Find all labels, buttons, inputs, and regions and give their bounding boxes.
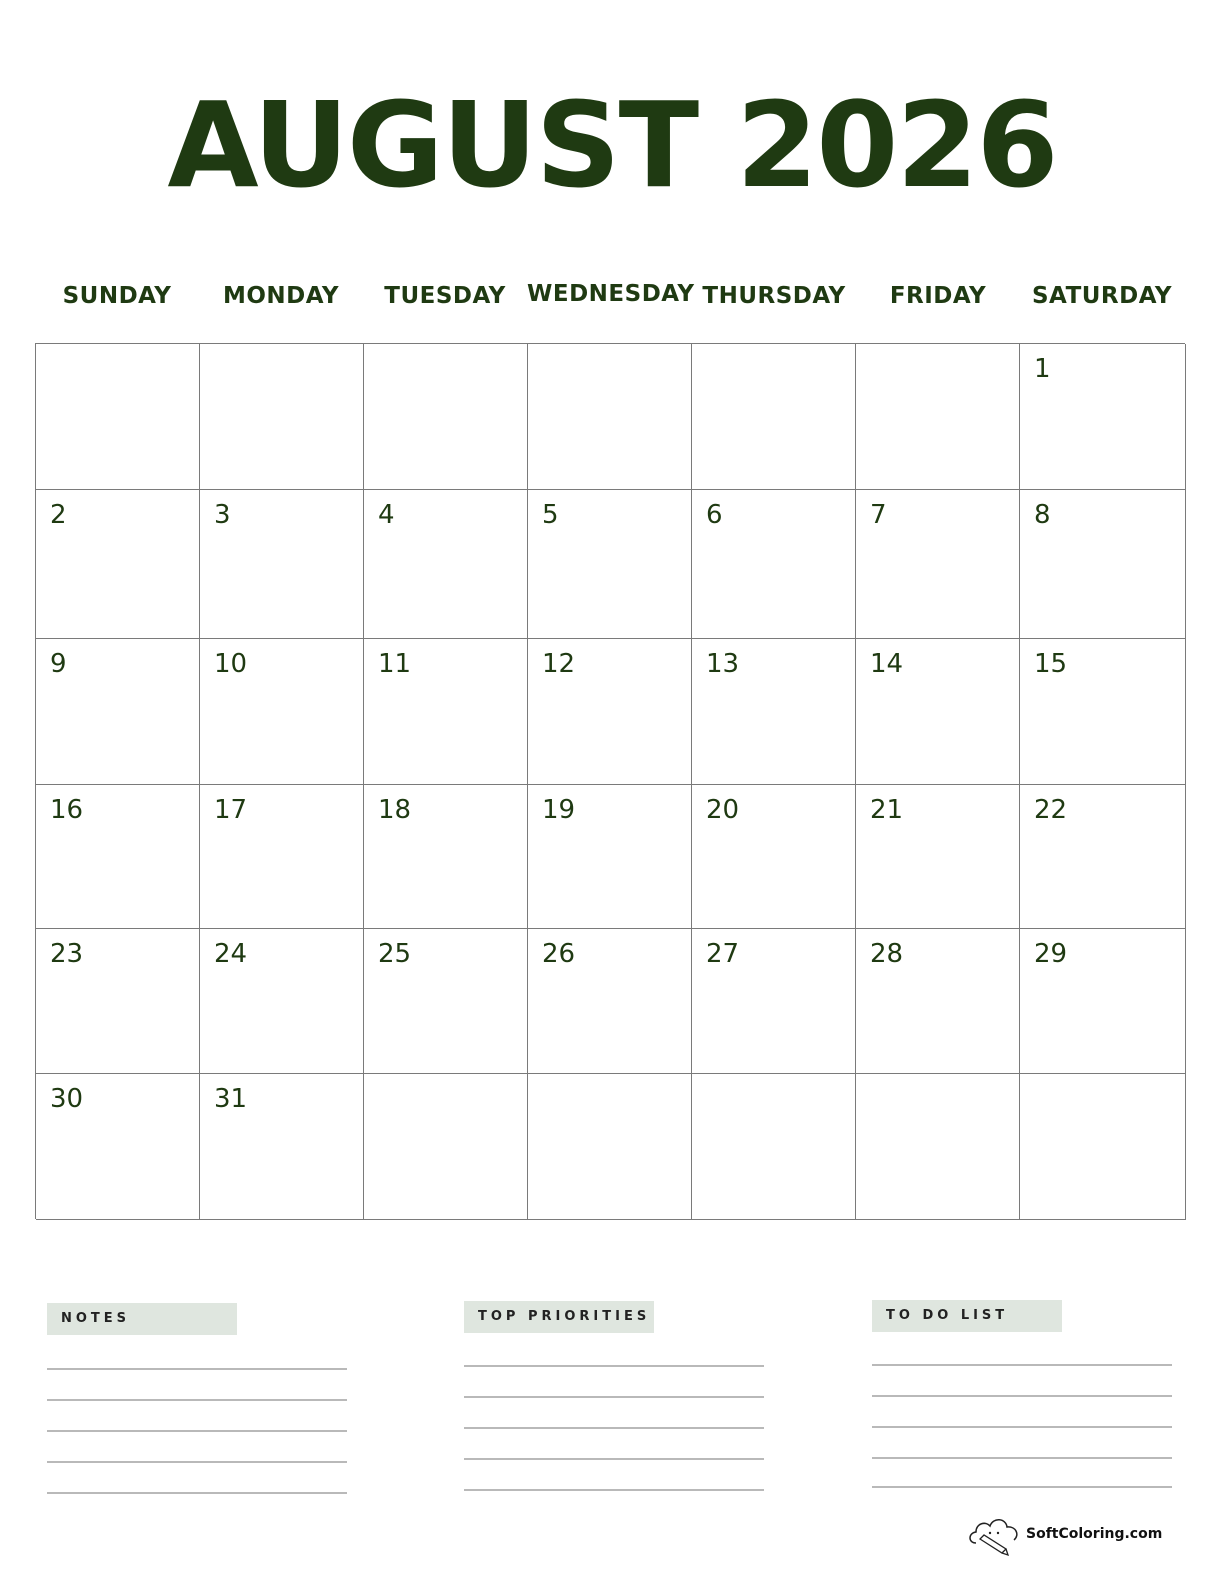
empty-day-cell[interactable] <box>364 1074 528 1220</box>
weekday-sunday: SUNDAY <box>62 283 172 309</box>
day-cell[interactable] <box>528 639 692 785</box>
todo-section <box>872 1300 1174 1500</box>
day-number: 11 <box>378 649 412 679</box>
day-cell[interactable] <box>692 490 856 639</box>
notes-line[interactable] <box>47 1368 347 1370</box>
day-number: 29 <box>1034 939 1068 969</box>
priorities-line[interactable] <box>464 1458 764 1460</box>
todo-label: TO DO LIST <box>872 1300 1062 1332</box>
day-number: 13 <box>706 649 740 679</box>
day-cell[interactable] <box>856 785 1020 929</box>
day-cell[interactable] <box>200 929 364 1074</box>
day-number: 27 <box>706 939 740 969</box>
day-number: 14 <box>870 649 904 679</box>
footer-brand[interactable]: SoftColoring.com <box>1026 1526 1163 1542</box>
day-number: 3 <box>214 500 231 530</box>
todo-line[interactable] <box>872 1426 1172 1428</box>
day-number: 10 <box>214 649 248 679</box>
weekday-friday: FRIDAY <box>889 283 987 309</box>
empty-day-cell[interactable] <box>856 1074 1020 1220</box>
notes-line[interactable] <box>47 1399 347 1401</box>
empty-day-cell[interactable] <box>200 344 364 490</box>
priorities-line[interactable] <box>464 1365 764 1367</box>
day-cell[interactable] <box>1020 490 1186 639</box>
day-cell[interactable] <box>36 785 200 929</box>
weekday-wednesday: WEDNESDAY <box>527 281 695 307</box>
day-cell[interactable] <box>528 490 692 639</box>
weekday-thursday: THURSDAY <box>702 283 846 309</box>
day-number: 9 <box>50 649 67 679</box>
day-cell[interactable] <box>36 639 200 785</box>
day-number: 31 <box>214 1084 248 1114</box>
day-cell[interactable] <box>364 785 528 929</box>
day-number: 16 <box>50 795 84 825</box>
cloud-logo-icon <box>966 1513 1024 1557</box>
day-cell[interactable] <box>364 639 528 785</box>
empty-day-cell[interactable] <box>528 344 692 490</box>
day-cell[interactable] <box>200 785 364 929</box>
day-number: 17 <box>214 795 248 825</box>
empty-day-cell[interactable] <box>36 344 200 490</box>
todo-line[interactable] <box>872 1457 1172 1459</box>
day-cell[interactable] <box>856 490 1020 639</box>
day-cell[interactable] <box>528 785 692 929</box>
day-cell[interactable] <box>856 929 1020 1074</box>
empty-day-cell[interactable] <box>692 1074 856 1220</box>
day-cell[interactable] <box>200 490 364 639</box>
page-title: AUGUST 2026 <box>167 76 1057 214</box>
empty-day-cell[interactable] <box>364 344 528 490</box>
empty-day-cell[interactable] <box>1020 1074 1186 1220</box>
day-number: 19 <box>542 795 576 825</box>
day-number: 2 <box>50 500 67 530</box>
day-number: 6 <box>706 500 723 530</box>
day-number: 28 <box>870 939 904 969</box>
priorities-line[interactable] <box>464 1396 764 1398</box>
day-cell[interactable] <box>1020 344 1186 490</box>
day-cell[interactable] <box>200 1074 364 1220</box>
day-cell[interactable] <box>692 929 856 1074</box>
notes-line[interactable] <box>47 1430 347 1432</box>
priorities-line[interactable] <box>464 1427 764 1429</box>
day-cell[interactable] <box>1020 639 1186 785</box>
day-number: 26 <box>542 939 576 969</box>
day-cell[interactable] <box>36 1074 200 1220</box>
day-cell[interactable] <box>364 490 528 639</box>
weekday-saturday: SATURDAY <box>1031 283 1172 309</box>
day-number: 25 <box>378 939 412 969</box>
notes-section <box>47 1303 349 1503</box>
day-number: 12 <box>542 649 576 679</box>
day-number: 18 <box>378 795 412 825</box>
day-number: 1 <box>1034 354 1051 384</box>
day-number: 24 <box>214 939 248 969</box>
day-number: 15 <box>1034 649 1068 679</box>
todo-line[interactable] <box>872 1364 1172 1366</box>
day-cell[interactable] <box>1020 785 1186 929</box>
weekday-header <box>35 283 1185 319</box>
day-cell[interactable] <box>692 785 856 929</box>
day-number: 23 <box>50 939 84 969</box>
day-number: 30 <box>50 1084 84 1114</box>
empty-day-cell[interactable] <box>692 344 856 490</box>
day-number: 20 <box>706 795 740 825</box>
day-number: 7 <box>870 500 887 530</box>
day-number: 4 <box>378 500 395 530</box>
notes-line[interactable] <box>47 1492 347 1494</box>
day-cell[interactable] <box>200 639 364 785</box>
day-number: 5 <box>542 500 559 530</box>
day-cell[interactable] <box>528 929 692 1074</box>
day-cell[interactable] <box>364 929 528 1074</box>
day-cell[interactable] <box>36 929 200 1074</box>
todo-line[interactable] <box>872 1486 1172 1488</box>
notes-label: NOTES <box>47 1303 237 1335</box>
priorities-line[interactable] <box>464 1489 764 1491</box>
day-cell[interactable] <box>1020 929 1186 1074</box>
day-cell[interactable] <box>692 639 856 785</box>
top-priorities-label: TOP PRIORITIES <box>464 1301 654 1333</box>
day-cell[interactable] <box>36 490 200 639</box>
top-priorities-section <box>464 1301 766 1501</box>
day-number: 22 <box>1034 795 1068 825</box>
empty-day-cell[interactable] <box>528 1074 692 1220</box>
day-number: 8 <box>1034 500 1051 530</box>
day-number: 21 <box>870 795 904 825</box>
weekday-tuesday: TUESDAY <box>384 283 506 309</box>
todo-line[interactable] <box>872 1395 1172 1397</box>
weekday-monday: MONDAY <box>222 283 340 309</box>
day-cell[interactable] <box>856 639 1020 785</box>
notes-line[interactable] <box>47 1461 347 1463</box>
empty-day-cell[interactable] <box>856 344 1020 490</box>
calendar-grid <box>35 343 1185 1219</box>
